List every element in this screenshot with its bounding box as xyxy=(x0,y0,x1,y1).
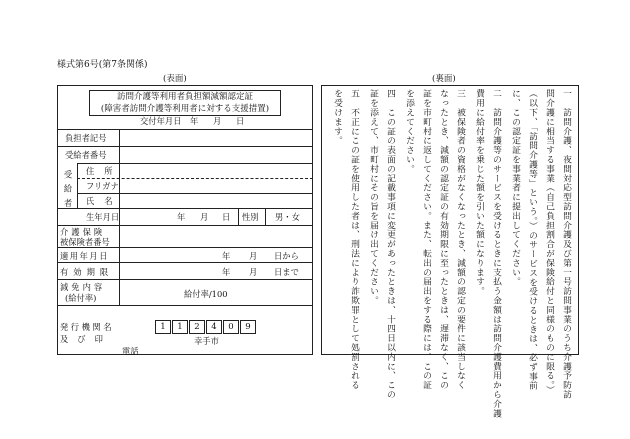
issue-month: 月 xyxy=(213,116,222,126)
note-column: 費用に給付率を乗じた額を引いた額になります。 xyxy=(474,89,484,296)
furigana-label: フリガナ xyxy=(86,181,119,191)
note-column: を添えてください。 xyxy=(404,89,414,174)
issuer-digit: 1 xyxy=(172,320,188,334)
insurance-label-2: 被保険者番号 xyxy=(60,237,110,247)
issuer-digit: 1 xyxy=(155,320,171,334)
back-label: (裏面) xyxy=(432,74,456,84)
issuer-digit: 2 xyxy=(189,320,205,334)
recipient-id-label: 受給者番号 xyxy=(65,150,107,160)
note-column: 二 訪問介護等のサービスを受けるときに支払う金額は訪問介護費用から介護 xyxy=(491,89,501,418)
valid-month: 月 xyxy=(249,267,258,277)
issuer-label-2: 及び印 xyxy=(60,334,112,344)
certificate-subtitle: (障害者訪問介護等利用者に対する支援措置) xyxy=(100,104,270,114)
form-number: 様式第6号(第7条関係) xyxy=(57,60,148,70)
valid-label: 有効期限 xyxy=(60,267,114,277)
phone-label: 電話 xyxy=(122,346,139,356)
issue-day: 日 xyxy=(236,116,245,126)
note-column: 三 被保険者の資格がなくなったとき、減額の認定の要件に該当しなく xyxy=(455,89,465,390)
sex-value: 男・女 xyxy=(275,212,300,222)
issue-date-label: 交付年月日 xyxy=(140,116,182,126)
note-column: 証を市町村に返してください。また、転出の届出をする際には、この証 xyxy=(421,89,431,390)
birth-day: 日 xyxy=(222,212,231,222)
birth-date-label: 生年月日 xyxy=(86,212,120,222)
note-column: 五 不正にこの証を使用した者は、刑法により詐欺罪として処罰される xyxy=(349,89,359,390)
recipient-number-label: 負担者記号 xyxy=(65,133,107,143)
note-column: 一 訪問介護、夜間対応型訪問介護及び第一号訪問事業のうち介護予防訪 xyxy=(561,89,571,400)
birth-year: 年 xyxy=(177,212,186,222)
apply-date-label: 適用年月日 xyxy=(60,251,109,261)
issuer-digit: 0 xyxy=(223,320,239,334)
reduction-label-2: (給付率) xyxy=(65,293,97,303)
note-column: 四 この証の表面の記載事項に変更があったときは、十四日以内に、この xyxy=(385,89,395,400)
note-column: 問介護に相当する事業（自己負担割合が保険給付と同様のものに限る。） xyxy=(544,89,554,395)
name-label: 氏名 xyxy=(86,196,123,206)
address-label: 住所 xyxy=(86,166,123,176)
front-label: (表面) xyxy=(163,74,187,84)
issuer-digit: 4 xyxy=(206,320,222,334)
note-column: なったとき、減額の認定証の有効期限に至ったときは、遅滞なく、この xyxy=(438,89,448,390)
apply-year: 年 xyxy=(222,251,231,261)
certificate-title: 訪問介護等利用者負担額減額認定証 xyxy=(116,92,253,102)
note-column: に、この認定証を事業者に提出してください。 xyxy=(510,89,520,287)
apply-month: 月 xyxy=(249,251,258,261)
issuer-city: 幸手市 xyxy=(194,336,219,346)
issuer-label-1: 発行機関名 xyxy=(60,322,114,332)
reduction-label-1: 減免内容 xyxy=(60,282,106,292)
issuer-digit: 9 xyxy=(240,320,256,334)
birth-month: 月 xyxy=(200,212,209,222)
note-column: 証を添えて、市町村にその旨を届け出てください。 xyxy=(368,89,378,306)
insurance-label-1: 介護保険 xyxy=(60,227,106,237)
valid-day: 日まで xyxy=(274,267,299,277)
note-column: （以下、「訪問介護等」という。）のサービスを受けるときは、必ず事前 xyxy=(527,89,537,391)
apply-day: 日から xyxy=(274,251,299,261)
sex-label: 性別 xyxy=(242,212,259,222)
recipient-section-label: 受給者 xyxy=(63,170,73,213)
valid-year: 年 xyxy=(222,267,231,277)
certificate-title-box xyxy=(89,90,281,116)
issue-year: 年 xyxy=(190,116,199,126)
note-column: を受けます。 xyxy=(332,89,342,146)
benefit-rate: 給付率/100 xyxy=(184,289,228,299)
